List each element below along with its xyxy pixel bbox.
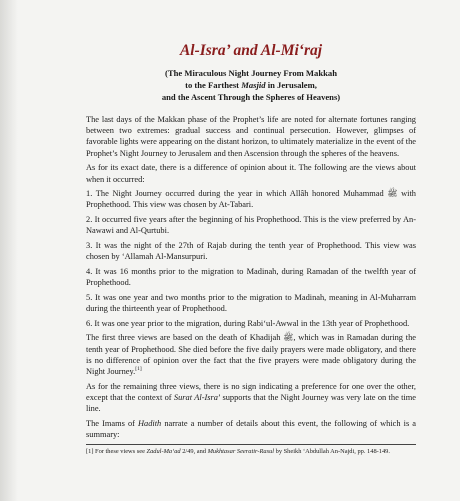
paragraph-remaining-em: Surat Al-Isra	[173, 392, 218, 402]
view-item-2: 2. It occurred five years after the beginning of his Prophethood. This is the view preferred by An-Nawawi and Al-Qurtubi.	[86, 215, 416, 236]
paragraph-imams-post: narrate a number of details about this event, the following of which is a summary:	[86, 418, 416, 440]
paragraph-intro: The last days of the Makkan phase of the Prophet’s life are noted for alternate fortunes ranging between two extremes: gradual success and continual persecution. However, glimpses of favorable lights were appearing on the distant horizon, to ultimately materialize in the event of the Prophet’s Night Journey to Jerusalem and then Ascension through the spheres of the heavens.	[86, 115, 416, 158]
body-text	[86, 114, 416, 440]
paragraph-date: As for its exact date, there is a difference of opinion about it. The following are the views about when it occurred:	[86, 163, 416, 184]
footnote-em-2: Mukhtasar Seeratir-Rasul	[207, 447, 275, 455]
chapter-title: Al-Isra’ and Al-Mi‘raj	[179, 42, 323, 59]
paragraph-remaining-post: ’ supports that the Night Journey was very late on the time line.	[86, 392, 417, 414]
subtitle-line-1: (The Miraculous Night Journey From Makkah	[165, 68, 337, 78]
paragraph-first-three-text: The first three views are based on the death of Khadijah ﷺ, which was in Ramadan during the tenth year of Prophethood. She died before the five daily prayers were made obligatory, and there is no difference of opinion over the fact that the five prayers were made obligatory during the Night Journey.	[86, 333, 416, 377]
paragraph-imams-em: Hadith	[137, 418, 162, 428]
footnote-post: by Sheikh ‘Abdullah An-Najdi, pp. 148-149.	[274, 447, 390, 455]
book-page	[86, 0, 416, 501]
paragraph-remaining-pre: As for the remaining three views, there is no sign indicating a preference for one over the other, except that the context of	[86, 381, 416, 402]
subtitle-line-2-post: in Jerusalem,	[265, 80, 317, 90]
footnote-reference[interactable]: [1]	[135, 366, 142, 373]
footnote-mid: 2/49, and	[180, 447, 208, 455]
subtitle-line-2-pre: to the Farthest	[185, 80, 242, 90]
paragraph-first-three	[86, 332, 416, 377]
view-item-5: 5. It was one year and two months prior to the migration to Madinah, meaning in Al-Muharram during the thirteenth year of Prophethood.	[86, 292, 416, 314]
view-item-1: 1. The Night Journey occurred during the year in which Allâh honored Muhammad ﷺ with Prophethood. This view was chosen by At-Tabari.	[86, 189, 416, 210]
footnote-pre: For these views see	[93, 447, 147, 455]
subtitle-line-2	[86, 79, 416, 91]
footnote-marker: [1]	[86, 447, 94, 455]
paragraph-remaining	[86, 381, 416, 415]
footnote-divider	[86, 444, 416, 445]
chapter-subtitle	[86, 67, 416, 103]
footnote-em-1: Zadul-Ma‘ad	[146, 447, 181, 455]
view-item-6: 6. It was one year prior to the migration, during Rabi‘ul-Awwal in the 13th year of Prophethood.	[86, 318, 410, 328]
book-spine-shadow	[0, 0, 18, 501]
subtitle-line-2-em: Masjid	[241, 80, 266, 90]
paragraph-imams-pre: The Imams of	[86, 418, 138, 428]
view-item-3: 3. It was the night of the 27th of Rajab during the tenth year of Prophethood. This view was chosen by ‘Allamah Al-Mansurpuri.	[86, 241, 416, 262]
subtitle-line-3: and the Ascent Through the Spheres of Heavens)	[161, 92, 341, 102]
paragraph-imams	[86, 418, 416, 440]
view-item-4: 4. It was 16 months prior to the migration to Madinah, during Ramadan of the twelfth year of Prophethood.	[86, 266, 416, 288]
footnote	[86, 448, 416, 457]
